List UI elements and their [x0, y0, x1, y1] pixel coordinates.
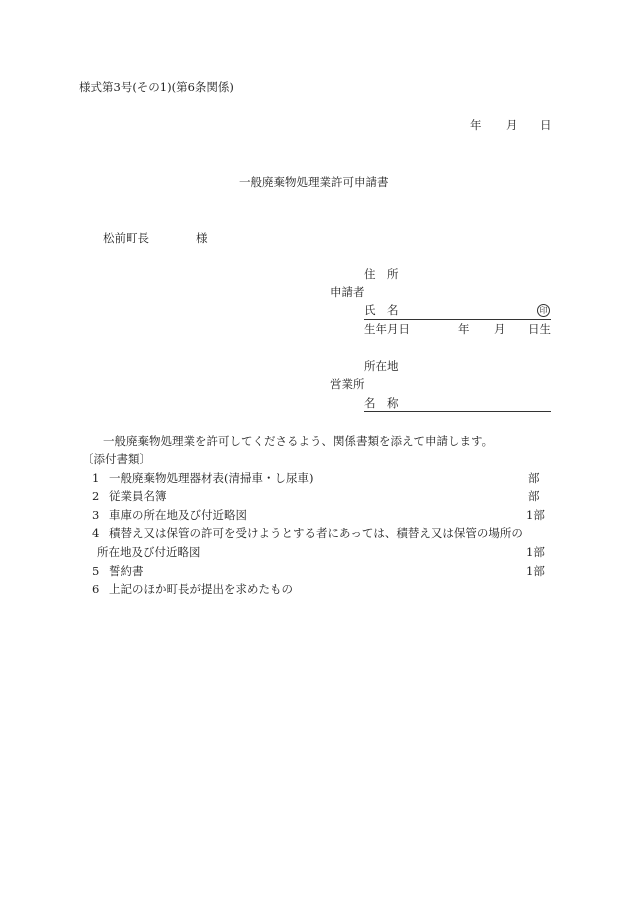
applicant-name-underline	[364, 319, 551, 320]
attachment-num: 6	[92, 582, 100, 596]
attachment-num: 3	[92, 508, 100, 522]
attachment-text: 上記のほか町長が提出を求めたもの	[109, 582, 293, 596]
attachment-qty: 1部	[526, 545, 545, 559]
document-title: 一般廃棄物処理業許可申請書	[239, 175, 389, 189]
date-month-label: 月	[506, 118, 518, 132]
applicant-address-label: 住 所	[364, 267, 399, 281]
attachment-num: 4	[92, 526, 100, 540]
date-day-label: 日	[540, 118, 552, 132]
attachment-qty: 部	[528, 489, 540, 503]
attachment-qty: 部	[528, 471, 540, 485]
office-location-label: 所在地	[364, 359, 399, 373]
form-number: 様式第3号(その1)(第6条関係)	[79, 80, 234, 94]
addressee-honorific: 様	[196, 231, 208, 245]
birthdate-label: 生年月日	[364, 322, 410, 336]
seal-mark: 印	[537, 304, 550, 317]
office-group-label: 営業所	[330, 377, 365, 391]
office-name-underline	[364, 411, 551, 412]
attachment-text: 従業員名簿	[109, 489, 167, 503]
applicant-name-label: 氏 名	[364, 303, 399, 317]
birth-month-label: 月	[494, 322, 506, 336]
application-statement: 一般廃棄物処理業を許可してくださるよう、関係書類を添えて申請します。	[103, 434, 494, 448]
attachment-num: 1	[92, 471, 100, 485]
date-year-label: 年	[470, 118, 482, 132]
applicant-group-label: 申請者	[330, 285, 365, 299]
attachment-text: 車庫の所在地及び付近略図	[109, 508, 247, 522]
office-name-label: 名 称	[364, 396, 399, 410]
attachment-num: 2	[92, 489, 100, 503]
attachments-heading: 〔添付書類〕	[82, 452, 151, 466]
attachment-text-continued: 所在地及び付近略図	[97, 545, 201, 559]
attachment-text: 誓約書	[109, 564, 144, 578]
birth-year-label: 年	[458, 322, 470, 336]
attachment-text: 一般廃棄物処理器材表(清掃車・し尿車)	[109, 471, 314, 485]
birth-day-label: 日生	[528, 322, 551, 336]
attachment-qty: 1部	[526, 508, 545, 522]
attachment-num: 5	[92, 564, 100, 578]
attachment-text: 積替え又は保管の許可を受けようとする者にあっては、積替え又は保管の場所の	[109, 526, 523, 540]
attachment-qty: 1部	[526, 564, 545, 578]
addressee-name: 松前町長	[103, 231, 149, 245]
